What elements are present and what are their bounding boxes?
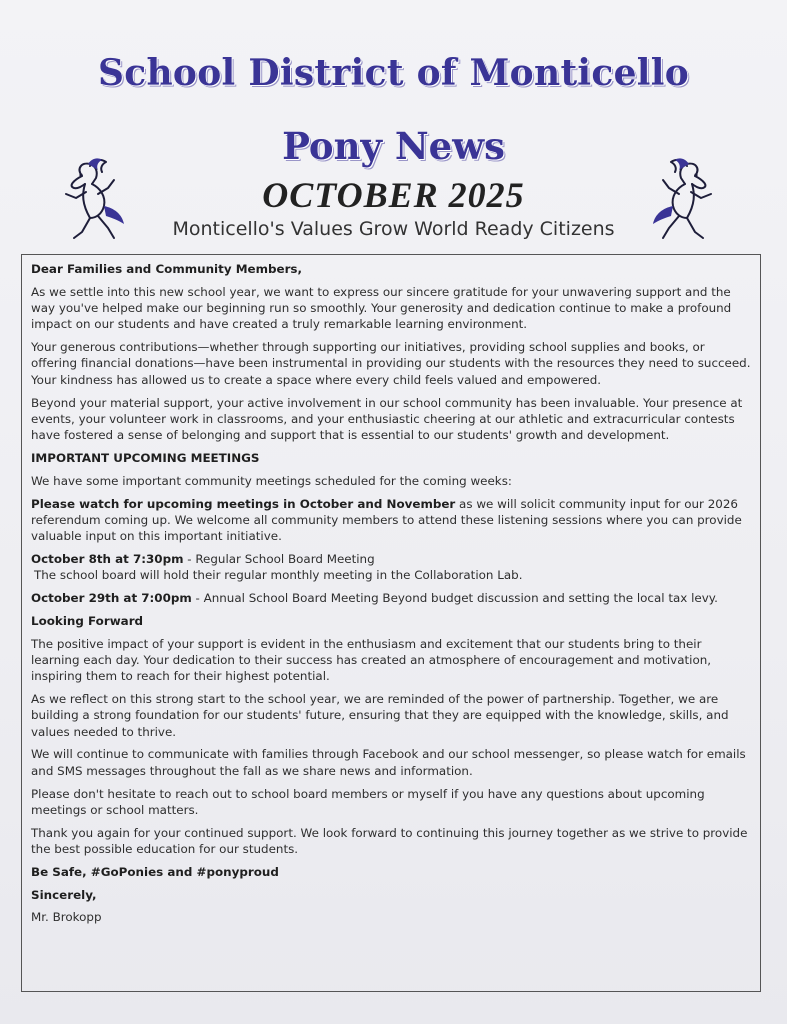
newsletter-title: Pony News <box>282 124 505 168</box>
pony-mascot-icon <box>52 158 132 244</box>
meeting-1-description: The school board will hold their regular monthly meeting in the Collaboration Lab. <box>34 568 523 583</box>
paragraph-impact: The positive impact of your support is evident in the enthusiasm and excitement that our students bring to their learning each day. Your dedication to their success has created an atmosphere of encouragement and motivation, inspiring them to reach for their highest potential. <box>31 636 712 684</box>
issue-month: OCTOBER 2025 <box>262 175 525 215</box>
paragraph-communication: We will continue to communicate with families through Facebook and our school messenger, so please watch for emails and SMS messages throughout the fall as we share news and information. <box>31 747 746 778</box>
meeting-2-date: October 29th at 7:00pm <box>31 591 192 606</box>
meeting-1-date: October 8th at 7:30pm <box>31 551 184 566</box>
meetings-heading: IMPORTANT UPCOMING MEETINGS <box>31 450 260 465</box>
referendum-notice-text: as we will solicit community input for our 2026 referendum coming up. We welcome all community members to attend these listening sessions where you can provide valuable input on this important initiative. <box>31 496 742 544</box>
district-motto: Monticello's Values Grow World Ready Citizens <box>172 218 615 240</box>
paragraph-thanks: Thank you again for your continued support. We look forward to continuing this journey together as we strive to provide the best possible education for our students. <box>31 825 748 856</box>
referendum-notice-bold: Please watch for upcoming meetings in October and November <box>31 496 456 511</box>
meeting-october-29 <box>31 590 751 606</box>
paragraph-contributions: Your generous contributions—whether through supporting our initiatives, providing school supplies and books, or offering financial donations—have been instrumental in providing our students with the resources they need to succeed. Your kindness has allowed us to create a space where every child feels valued and empowered. <box>31 340 751 387</box>
meeting-2-description: - Annual School Board Meeting Beyond budget discussion and setting the local tax levy. <box>191 591 718 606</box>
looking-forward-heading: Looking Forward <box>31 613 144 628</box>
closing-slogan: Be Safe, #GoPonies and #ponyproud <box>31 864 279 879</box>
sincerely: Sincerely, <box>31 887 97 902</box>
paragraph-gratitude: As we settle into this new school year, we want to express our sincere gratitude for your unwavering support and the way you've helped make our beginning run so smoothly. Your generosity and dedication continue to make a profound impact on our students and have created a truly remarkable learning environment. <box>31 284 732 332</box>
paragraph-partnership: As we reflect on this strong start to the school year, we are reminded of the power of partnership. Together, we are building a strong foundation for our students' future, ensuring that they are equipped with the knowledge, skills, and values needed to thrive. <box>31 692 729 739</box>
referendum-notice <box>31 496 751 545</box>
meetings-intro: We have some important community meetings scheduled for the coming weeks: <box>31 473 512 488</box>
paragraph-contact: Please don't hesitate to reach out to school board members or myself if you have any questions about upcoming meetings or school matters. <box>31 786 705 817</box>
district-title: School District of Monticello <box>97 52 690 94</box>
letter-body <box>21 254 761 992</box>
meeting-1-title: - Regular School Board Meeting <box>183 551 375 566</box>
salutation: Dear Families and Community Members, <box>31 262 303 276</box>
pony-mascot-icon <box>645 158 725 244</box>
signature: Mr. Brokopp <box>31 910 102 925</box>
paragraph-involvement: Beyond your material support, your active involvement in our school community has been invaluable. Your presence at events, your volunteer work in classrooms, and your enthusiastic cheering at our athletic and extracurricular contests have fostered a sense of belonging and support that is essential to our students' growth and development. <box>31 395 743 443</box>
meeting-october-8 <box>31 551 751 584</box>
